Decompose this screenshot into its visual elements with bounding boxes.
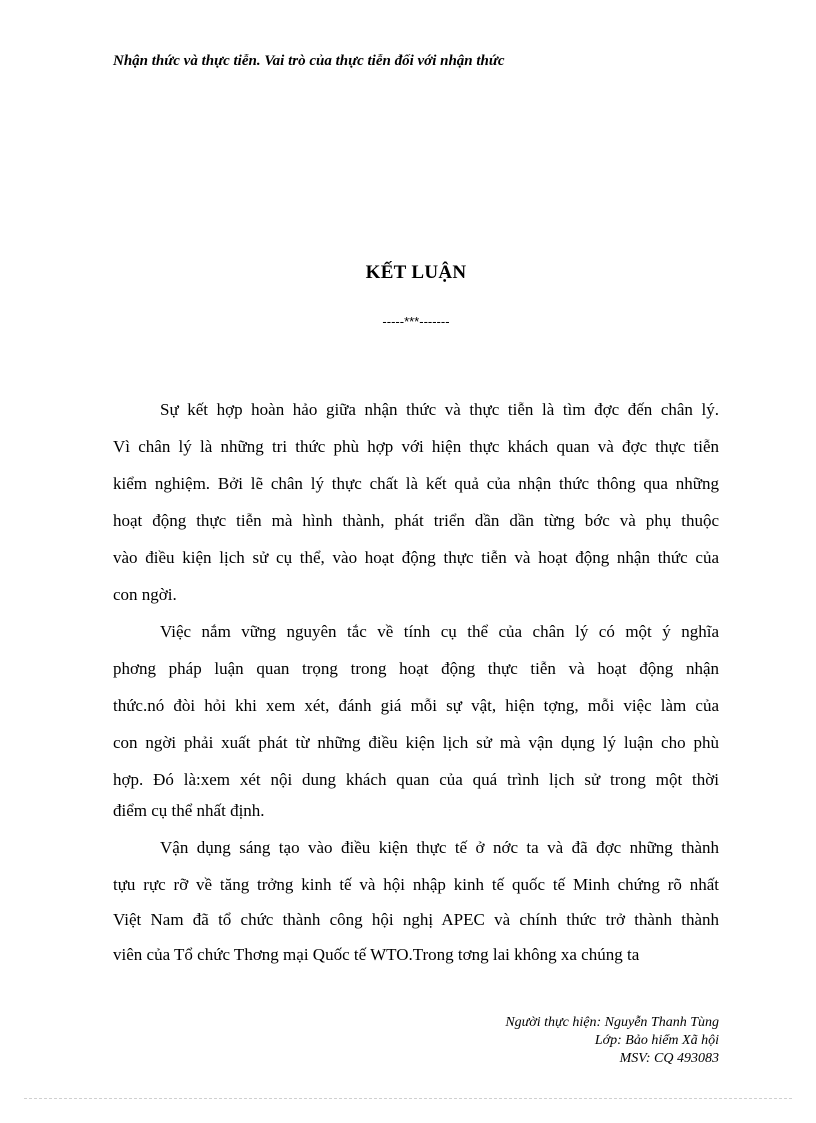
body-line: Sự kết hợp hoàn hảo giữa nhận thức và thực tiễn là tìm đợc đến chân lý. [160,400,719,419]
body-line: Vì chân lý là những tri thức phù hợp với hiện thực khách quan và đợc thực tiễn [113,437,719,456]
body-line: con ngời phải xuất phát từ những điều kiện lịch sử mà vận dụng lý luận cho phù [113,733,719,752]
body-line: kiểm nghiệm. Bởi lẽ chân lý thực chất là kết quả của nhận thức thông qua những [113,474,719,493]
body-line: điểm cụ thể nhất định. [113,801,265,820]
title-separator: -----***------- [382,314,450,329]
running-header: Nhận thức và thực tiễn. Vai trò của thực tiễn đối với nhận thức [113,53,505,69]
body-line: tựu rực rỡ về tăng trởng kinh tế và hội nhập kinh tế quốc tế Minh chứng rõ nhất [113,875,719,894]
body-line: Vận dụng sáng tạo vào điều kiện thực tế ở nớc ta và đã đợc những thành [160,838,719,857]
class-line: Lớp: Bảo hiểm Xã hội [594,1033,719,1048]
signature-block [505,1014,719,1068]
body-line: Việc nắm vững nguyên tắc về tính cụ thể của chân lý có một ý nghĩa [160,622,719,641]
page-bottom-divider [24,1098,792,1099]
body-line: thức.nó đòi hỏi khi xem xét, đánh giá mỗi sự vật, hiện tợng, mỗi việc làm của [113,696,719,715]
body-line: viên của Tổ chức Thơng mại Quốc tế WTO.Trong tơng lai không xa chúng ta [113,945,640,964]
body-line: hoạt động thực tiễn mà hình thành, phát triển dần dần từng bớc và phụ thuộc [113,511,719,530]
body-line: hợp. Đó là:xem xét nội dung khách quan của quá trình lịch sử trong một thời [113,770,719,789]
section-title: KẾT LUẬN [365,262,467,283]
author-line: Người thực hiện: Nguyễn Thanh Tùng [505,1015,719,1030]
body-line: Việt Nam đã tổ chức thành công hội nghị APEC và chính thức trở thành thành [113,910,719,929]
body-line: con ngời. [113,585,177,604]
body-line: vào điều kiện lịch sử cụ thể, vào hoạt động thực tiễn và hoạt động nhận thức của [113,548,719,567]
student-id-line: MSV: CQ 493083 [619,1051,719,1066]
body-line: phơng pháp luận quan trọng trong hoạt động thực tiễn và hoạt động nhận [113,659,719,678]
